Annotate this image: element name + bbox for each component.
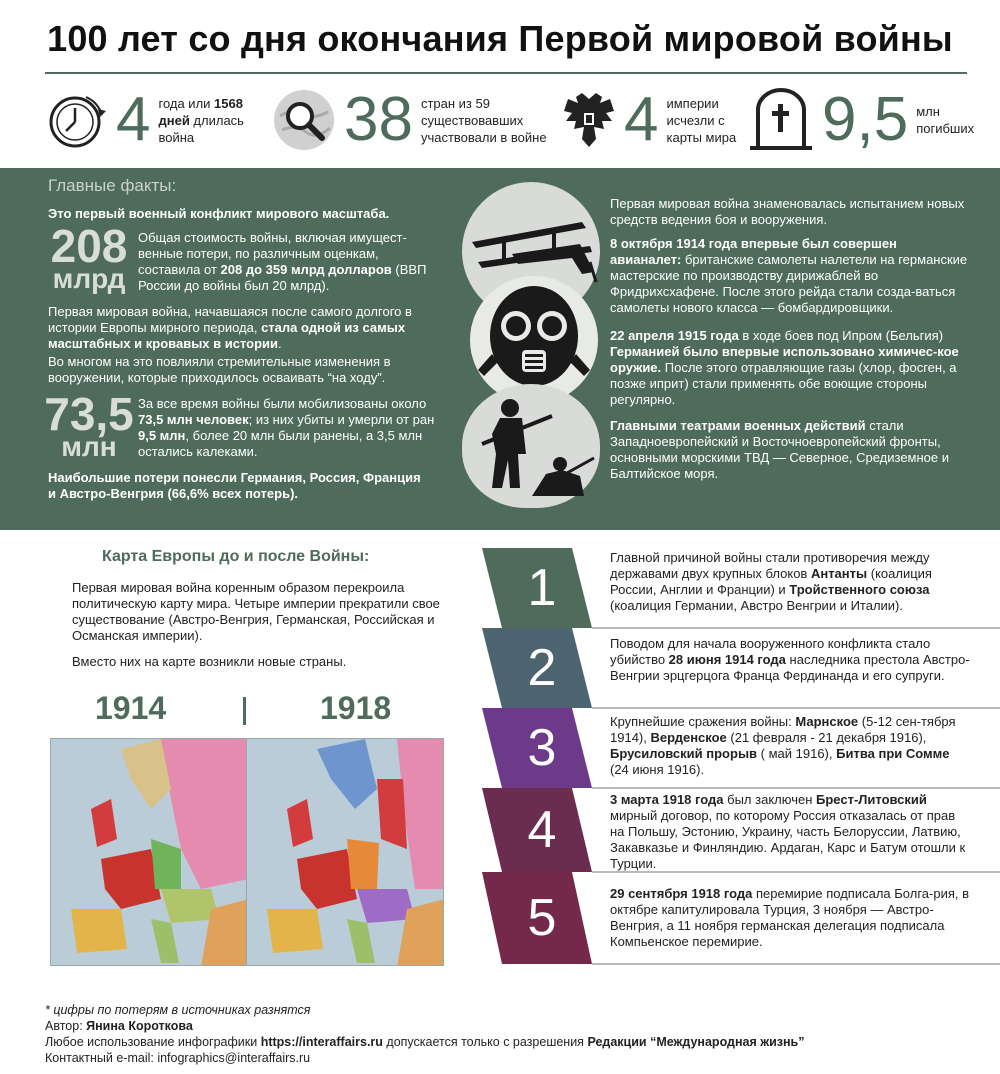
footer-usage: Любое использование инфографики https://interaffairs.ru допускается только с разрешения Редакции “Международная жизнь” bbox=[45, 1035, 805, 1049]
facts-heading: Главные факты: bbox=[48, 176, 177, 195]
fact-new-weapons: Первая мировая война знаменовалась испытанием новых средств ведения боя и вооружения. bbox=[610, 196, 965, 227]
stat-war-duration bbox=[46, 80, 258, 160]
stat-number: 9,5 bbox=[822, 85, 909, 154]
fact-air-raid: 8 октября 1914 года впервые был совершен авианалет: британские самолеты налетели на германские мастерские по производству дирижаблей во Фридрихсхафене. После этого рейда стали созда-ваться самолеты нового класса — бомбардировщики. bbox=[610, 236, 968, 315]
footer bbox=[45, 1002, 805, 1066]
europe-map-1914-image bbox=[51, 739, 248, 966]
page-title: 100 лет со дня окончания Первой мировой войны bbox=[47, 18, 953, 59]
list-number: 3 bbox=[527, 719, 557, 777]
map-heading: Карта Европы до и после Войны: bbox=[102, 548, 370, 565]
list-text: 29 сентября 1918 года перемирие подписала Болга-рия, в октябре капитулировала Турция, 3 ноября — Австро-Венгрия, а 11 ноября германская делегация подписала Компьенское перемирие. bbox=[610, 886, 969, 949]
stat-number: 38 bbox=[344, 85, 413, 154]
list-item bbox=[480, 708, 1000, 788]
map-europe-1914 bbox=[50, 738, 248, 966]
stat-countries bbox=[272, 80, 561, 160]
year-1918: 1918 bbox=[320, 690, 392, 726]
list-text: Крупнейшие сражения войны: Марнское (5-12 сен-тября 1914), Верденское (21 февраля - 21 декабря 1916), Брусиловский прорыв ( май 1916), Битва при Сомме (24 июня 1916). bbox=[610, 714, 956, 777]
list-text: Главной причиной войны стали противоречия между державами двух крупных блоков Антанты (коалиция России, Англии и Франции) и Тройственного союза (коалиция Германии, Австро Венгрии и Италии). bbox=[610, 550, 932, 613]
stat-label: империи исчезли с карты мира bbox=[666, 95, 737, 145]
fact-theaters: Главными театрами военных действий стали Западноевропейский и Восточноевропейский фронты, основными морскими ТВД — Северное, Средиземное и Балтийское моря. bbox=[610, 418, 949, 481]
fact-scale: Первая мировая война, начавшаяся после самого долгого в истории Европы мирного периода, стала одной из самых масштабных и кровавых в истории. bbox=[48, 304, 412, 351]
fact-losses: Наибольшие потери понесли Германия, Россия, Франция и Австро-Венгрия (66,6% всех потерь). bbox=[48, 470, 421, 501]
list-number: 5 bbox=[527, 889, 557, 947]
list-item bbox=[480, 548, 1000, 628]
fact-weapons: Во многом на это повлияли стремительные изменения в вооружении, которые приходилось осваивать “на ходу”. bbox=[48, 354, 391, 385]
list-item bbox=[480, 872, 1000, 964]
list-number: 4 bbox=[527, 801, 557, 859]
double-headed-eagle-icon bbox=[562, 89, 616, 151]
fact-cost: Общая стоимость войны, включая имущест-венные потери, по различным оценкам, составила от 208 до 359 млрд долларов (ВВП России до войны был 20 млрд). bbox=[138, 230, 427, 293]
europe-map-1918-image bbox=[247, 739, 444, 966]
stat-empires bbox=[562, 80, 750, 160]
list-number: 1 bbox=[527, 559, 557, 617]
site-link[interactable]: https://interaffairs.ru bbox=[260, 1035, 383, 1049]
mobilized-figure: 73,5 млн bbox=[44, 388, 134, 462]
magnifier-globe-icon bbox=[272, 88, 336, 152]
stat-label: млн погибших bbox=[916, 104, 975, 136]
list-item bbox=[480, 628, 1000, 708]
stat-number: 4 bbox=[116, 85, 151, 154]
cost-figure: 208 млрд bbox=[50, 220, 128, 294]
footer-contact: Контактный e-mail: infographics@interaffairs.ru bbox=[45, 1051, 311, 1065]
year-1914: 1914 bbox=[95, 690, 167, 726]
list-number: 2 bbox=[527, 639, 557, 697]
list-item bbox=[480, 788, 1000, 872]
stat-label: стран из 59 существовавших участвовали в войне bbox=[420, 95, 547, 145]
fact-mobilized: За все время войны были мобилизованы около 73,5 млн человек; из них убиты и умерли от ран 9,5 млн, более 20 млн были ранены, а 3,5 млн остались калеками. bbox=[138, 396, 435, 459]
stat-number: 4 bbox=[624, 85, 659, 154]
title-divider bbox=[45, 72, 967, 74]
divider bbox=[592, 963, 1000, 965]
map-new-countries: Вместо них на карте возникли новые страны. bbox=[72, 654, 347, 669]
list-text: 3 марта 1918 года был заключен Брест-Литовский мирный договор, по которому Россия отказалась от прав на Польшу, Эстонию, Украину, часть Белоруссии, Латвию, Закавказье и Финляндию. Ардаган, Карс и Батум отошли к Турции. bbox=[610, 792, 966, 871]
footer-note: * цифры по потерям в источниках разнятся bbox=[45, 1003, 311, 1017]
fact-chemical-weapons: 22 апреля 1915 года в ходе боев под Ипром (Бельгия) Германией было впервые использовано химичес-кое оружие. После этого отравляющие газы (хлор, фосген, а позже иприт) стали применять обе воющие стороны регулярно. bbox=[610, 328, 959, 407]
map-description: Первая мировая война коренным образом перекроила политическую карту мира. Четыре империи прекратили свое существование (Австро-Венгрия, Германская, Российская и Османская империи). bbox=[72, 580, 440, 643]
stopwatch-icon bbox=[46, 89, 108, 151]
map-europe-1918 bbox=[246, 738, 444, 966]
stat-label: года или 1568 дней длилась война bbox=[158, 95, 244, 145]
year-divider bbox=[243, 697, 246, 725]
main-facts-panel bbox=[0, 168, 1000, 530]
soldiers-icon bbox=[462, 384, 600, 508]
fact-intro: Это первый военный конфликт мирового масштаба. bbox=[48, 206, 390, 221]
footer-author: Автор: Янина Короткова bbox=[45, 1019, 193, 1033]
gravestone-cross-icon bbox=[748, 88, 814, 152]
soldiers-circle bbox=[462, 384, 600, 508]
stat-deaths bbox=[748, 80, 986, 160]
list-text: Поводом для начала вооруженного конфликта стало убийство 28 июня 1914 года наследника престола Австро-Венгрии эрцгерцога Франца Фердинанда и его супруги. bbox=[610, 636, 970, 683]
